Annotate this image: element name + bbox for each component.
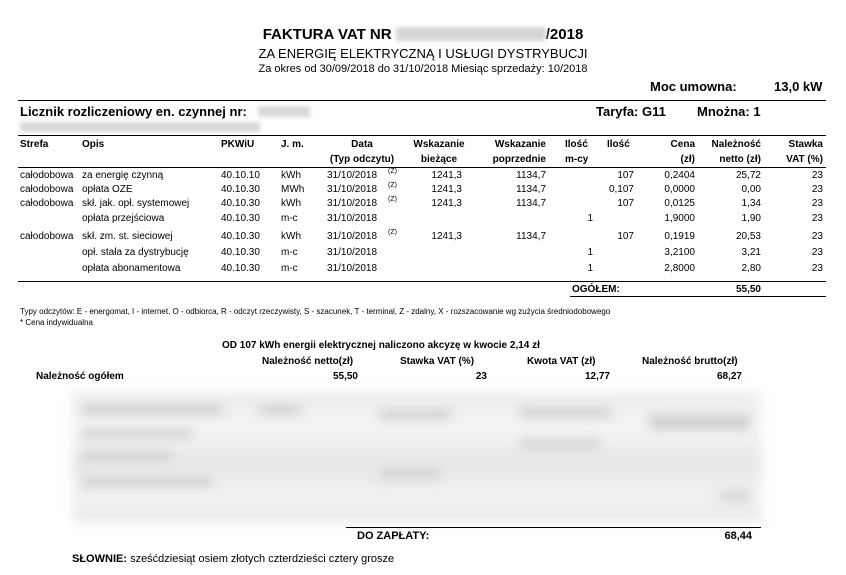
cell-cena: 0,2404 — [664, 170, 695, 181]
th-typ: (Typ odczytu) — [329, 154, 395, 165]
cell-cena: 1,9000 — [664, 213, 695, 224]
th-pkwiu: PKWiU — [221, 139, 255, 150]
summary-col-vat-amount: Kwota VAT (zł) — [527, 356, 596, 367]
th-ilosc-mcy-1: Ilość — [565, 139, 588, 150]
th-data: Data — [351, 139, 373, 150]
cell-vat: 23 — [811, 184, 823, 195]
contract-power-value: 13,0 kW — [774, 79, 823, 94]
cell-data: 31/10/2018 — [327, 198, 378, 209]
cell-cena: 0,1919 — [664, 231, 695, 242]
cell-mcy: 1 — [587, 263, 593, 274]
cell-jm: kWh — [281, 170, 301, 181]
multiplier-label: Mnożna: 1 — [697, 104, 761, 119]
cell-vat: 23 — [811, 247, 823, 258]
summary-row-label: Należność ogółem — [36, 371, 124, 382]
cell-poprzednie: 1134,7 — [516, 184, 546, 195]
th-wsk-poprzednie-2: poprzednie — [492, 154, 546, 165]
invoice-subtitle: ZA ENERGIĘ ELEKTRYCZNĄ I USŁUGI DYSTRYBUCJI — [258, 46, 588, 61]
cell-opis: opłata abonamentowa — [82, 263, 181, 274]
th-cena-2: (zł) — [680, 154, 695, 165]
cell-vat: 23 — [811, 170, 823, 181]
blurred-line — [82, 430, 192, 438]
cell-cena: 2,8000 — [664, 263, 695, 274]
blurred-line — [380, 470, 440, 478]
cell-data: 31/10/2018 — [327, 213, 378, 224]
summary-col-netto: Należność netto(zł) — [262, 356, 354, 367]
cell-ilosc: 0,107 — [608, 184, 634, 195]
cell-netto: 1,34 — [741, 198, 761, 209]
total-underline — [570, 296, 826, 297]
cell-data: 31/10/2018 — [327, 263, 378, 274]
cell-poprzednie: 1134,7 — [516, 198, 546, 209]
summary-vat-amount: 12,77 — [584, 371, 610, 382]
cell-mcy: 1 — [587, 247, 593, 258]
cell-jm: m-c — [281, 263, 298, 274]
cell-biezace: 1241,3 — [431, 231, 462, 242]
th-strefa: Strefa — [20, 139, 49, 150]
cell-ilosc: 107 — [617, 231, 634, 242]
th-wsk-biezace-1: Wskazanie — [413, 139, 465, 150]
th-opis: Opis — [82, 139, 105, 150]
cell-cena: 0,0000 — [664, 184, 695, 195]
cell-jm: m-c — [281, 247, 298, 258]
tariff-label: Taryfa: G11 — [596, 104, 666, 119]
th-ilosc-mcy-2: m-cy — [565, 154, 589, 165]
cell-data: 31/10/2018 — [327, 170, 378, 181]
cell-pkwiu: 40.10.30 — [221, 213, 260, 224]
amount-in-words — [72, 553, 394, 565]
reading-types-note: Typy odczytów: E - energomat, I - internet, O - odbiorca, R - odczyt rzeczywisty, S - szacunek, T - terminal, Z - zdalny, X - rozszacowanie wg zużycia średniodobowego — [20, 307, 611, 316]
cell-ilosc: 107 — [617, 170, 634, 181]
amount-in-words-text: sześćdziesiąt osiem złotych czterdzieści cztery grosze — [130, 553, 395, 565]
cell-cena: 0,0125 — [664, 198, 695, 209]
cell-pkwiu: 40.10.30 — [221, 198, 260, 209]
cell-pkwiu: 40.10.30 — [221, 184, 260, 195]
cell-ilosc: 107 — [617, 198, 634, 209]
payment-value: 68,44 — [724, 530, 752, 542]
th-vat-2: VAT (%) — [786, 154, 823, 165]
th-jm: J. m. — [281, 139, 304, 150]
table-bottom-border — [18, 281, 826, 282]
cell-netto: 2,80 — [741, 263, 761, 274]
invoice-period: Za okres od 30/09/2018 do 31/10/2018 Miesiąc sprzedaży: 10/2018 — [258, 63, 588, 75]
payment-line — [346, 527, 761, 528]
th-wsk-biezace-2: bieżące — [420, 154, 458, 165]
cell-pkwiu: 40.10.30 — [221, 247, 260, 258]
cell-vat: 23 — [811, 231, 823, 242]
cell-biezace: 1241,3 — [431, 198, 462, 209]
cell-pkwiu: 40.10.30 — [221, 263, 260, 274]
cell-netto: 0,00 — [741, 184, 761, 195]
summary-col-vat-rate: Stawka VAT (%) — [400, 356, 475, 367]
meter-label: Licznik rozliczeniowy en. czynnej nr: — [20, 104, 247, 119]
header-divider — [18, 167, 826, 168]
cell-strefa: całodobowa — [20, 184, 74, 195]
cell-vat: 23 — [811, 213, 823, 224]
blurred-line — [720, 492, 750, 500]
cell-data: 31/10/2018 — [327, 184, 378, 195]
cell-cena: 3,2100 — [664, 247, 695, 258]
cell-data: 31/10/2018 — [327, 247, 378, 258]
cell-opis: opłata przejściowa — [82, 213, 165, 224]
summary-netto: 55,50 — [332, 371, 358, 382]
cell-netto: 20,53 — [735, 231, 761, 242]
blurred-line — [82, 478, 212, 486]
cell-data: 31/10/2018 — [327, 231, 378, 242]
cell-opis: skł. zm. st. sieciowej — [82, 231, 173, 242]
cell-jm: m-c — [281, 213, 298, 224]
th-naleznosc-2: netto (zł) — [719, 154, 761, 165]
cell-netto: 25,72 — [735, 170, 761, 181]
blurred-line — [82, 452, 172, 460]
cell-typ: (Z) — [388, 196, 397, 203]
table-top-border — [18, 100, 826, 101]
total-value: 55,50 — [735, 284, 761, 295]
payment-label: DO ZAPŁATY: — [357, 530, 430, 542]
excise-note: OD 107 kWh energii elektrycznej naliczono akcyzę w kwocie 2,14 zł — [222, 340, 540, 351]
address-redacted — [20, 122, 260, 132]
cell-poprzednie: 1134,7 — [516, 170, 546, 181]
th-vat-1: Stawka — [788, 139, 823, 150]
cell-typ: (Z) — [388, 182, 397, 189]
summary-col-brutto: Należność brutto(zł) — [642, 356, 738, 367]
cell-netto: 3,21 — [741, 247, 761, 258]
cell-strefa: całodobowa — [20, 170, 74, 181]
th-naleznosc-1: Należność — [711, 139, 761, 150]
cell-vat: 23 — [811, 198, 823, 209]
cell-mcy: 1 — [587, 213, 593, 224]
amount-in-words-label: SŁOWNIE: — [72, 553, 127, 565]
invoice-title-suffix: /2018 — [545, 26, 584, 43]
cell-opis: opł. stała za dystrybucję — [82, 247, 189, 258]
cell-typ: (Z) — [388, 229, 397, 236]
cell-strefa: całodobowa — [20, 198, 74, 209]
cell-opis: opłata OZE — [82, 184, 133, 195]
summary-brutto: 68,27 — [716, 371, 742, 382]
blurred-line — [380, 410, 450, 419]
blurred-line — [260, 405, 300, 414]
blurred-line — [650, 415, 750, 429]
total-label: OGÓŁEM: — [572, 284, 620, 295]
cell-typ: (Z) — [388, 168, 397, 175]
cell-opis: za energię czynną — [82, 170, 164, 181]
cell-vat: 23 — [811, 263, 823, 274]
blurred-line — [520, 440, 600, 448]
cell-pkwiu: 40.10.30 — [221, 231, 260, 242]
cell-jm: kWh — [281, 198, 301, 209]
blurred-line — [82, 405, 222, 414]
invoice-title-prefix: FAKTURA VAT NR — [262, 26, 392, 43]
th-ilosc: Ilość — [607, 139, 630, 150]
blurred-line — [520, 408, 610, 417]
cell-netto: 1,90 — [741, 213, 761, 224]
contract-power-label: Moc umowna: — [650, 79, 737, 94]
individual-price-note: * Cena indywidualna — [20, 318, 93, 327]
th-cena-1: Cena — [670, 139, 695, 150]
cell-opis: skł. jak. opł. systemowej — [82, 198, 190, 209]
th-wsk-poprzednie-1: Wskazanie — [494, 139, 546, 150]
summary-vat-rate: 23 — [475, 371, 487, 382]
invoice-number-redacted — [396, 27, 546, 41]
invoice-title — [0, 26, 846, 43]
meter-number-redacted — [258, 106, 310, 117]
cell-poprzednie: 1134,7 — [516, 231, 546, 242]
meter-divider — [18, 135, 826, 136]
cell-jm: MWh — [281, 184, 305, 195]
cell-biezace: 1241,3 — [431, 170, 462, 181]
cell-pkwiu: 40.10.10 — [221, 170, 260, 181]
cell-strefa: całodobowa — [20, 231, 74, 242]
cell-biezace: 1241,3 — [431, 184, 462, 195]
cell-jm: kWh — [281, 231, 301, 242]
